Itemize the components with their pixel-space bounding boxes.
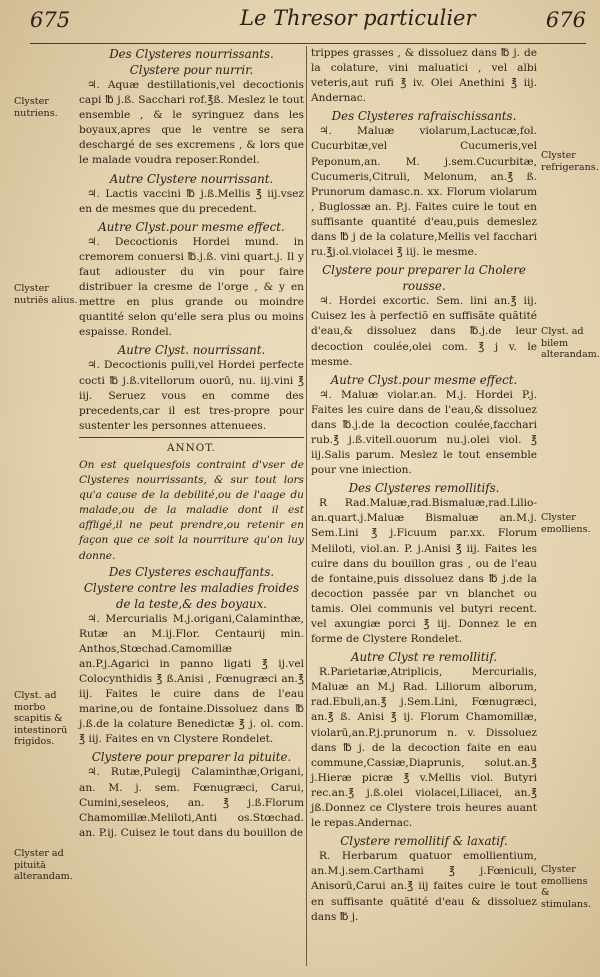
- page-number-right: 676: [545, 8, 586, 32]
- section-heading: Clystere pour preparer la Cholere rousse.: [322, 263, 526, 294]
- margin-note-clyster-ad-pituitam: Clyster ad pituitā alterandam.: [14, 848, 73, 882]
- margin-note-clyster-emolliens: Clyster emolliens.: [541, 512, 591, 535]
- right-column: [311, 46, 537, 927]
- section-heading: Clystere pour nurrir.: [129, 63, 254, 77]
- recipe-paragraph: ♃. Rutæ,Pulegij Calaminthæ,Origani, an. M. j. sem. Fœnugræci, Carui, Cumini,seseleos, an. ℥ j.ß.Florum Chamomillæ.Meliloti,Anti os.Stœchad. an. P.ij. Cuisez le tout dans du bouillon de: [79, 766, 304, 839]
- section-heading: Des Clysteres eschauffants.: [108, 564, 275, 579]
- margin-note-clyster-nutriens: Clyster nutriens.: [14, 96, 58, 119]
- section-heading: Des Clysteres rafraischissants.: [331, 109, 517, 124]
- recipe-paragraph: ♃. Lactis vaccini ℔ j.ß.Mellis ℥ iij.vsez en de mesmes que du precedent.: [79, 187, 304, 215]
- section-heading: Clystere pour preparer la pituite.: [91, 750, 292, 765]
- section-heading: Clystere remollitif & laxatif.: [340, 834, 508, 849]
- annotation-paragraph: On est quelquesfois contraint d'vser de Clysteres nourrissants, & sur tout lors qu'a cause de la debilité,ou de l'aage du malade,ou de la maladie dont il est affligé,il ne peut prendre,ou retenir en façon que ce soit la nourriture qu'on luy donne.: [79, 458, 304, 562]
- column-divider: [306, 46, 307, 966]
- page-number-left: 675: [30, 8, 71, 32]
- section-heading: Des Clysteres nourrissants.: [109, 47, 274, 61]
- section-heading: Clystere contre les maladies froides de la teste,& des boyaux.: [83, 580, 300, 611]
- section-heading: Autre Clyst.pour mesme effect.: [330, 372, 518, 387]
- annotation-rule: [79, 437, 304, 438]
- recipe-paragraph: ♃. Maluæ violar.an. M.j. Hordei P.j. Faites les cuire dans de l'eau,& dissoluez dans ℔.j.de la decoction coulée,facchari rub.℥ j.ß.vitell.ouorum nu.j.olei viol. ℥ iij.Salis parum. Meslez le tout ensemble pour vne iniection.: [311, 388, 537, 477]
- annotation-heading: ANNOT.: [167, 441, 216, 454]
- recipe-paragraph: R Rad.Maluæ,rad.Bismaluæ,rad.Lilio- an.quart.j.Maluæ Bismaluæ an.M.j. Sem.Lini ℥ j.Ficuum par.xx. Florum Meliloti, viol.an. P. j.Anisi ℥ iij. Faites les cuire dans du bouillon gras , ou de l'eau de fontaine,puis dissoluez dans ℔ j.de la decoction passée par vn blanchet ou tamis. Olei communis vel butyri recent. vel axungiæ porci ℥ iij. Donnez le en forme de Clystere Rondelet.: [311, 497, 537, 646]
- section-heading: Autre Clyst. nourrissant.: [117, 343, 266, 358]
- section-heading: Autre Clyst.pour mesme effect.: [98, 219, 285, 234]
- margin-note-clyst-ad-bilem: Clyst. ad bilem alterandam.: [541, 326, 600, 360]
- recipe-paragraph: ♃. Hordei excortic. Sem. lini an.℥ iij. Cuisez les à perfectiõ en suffisãte quãtité d'eau,& dissoluez dans ℔.j.de leur decoction coulée,olei com. ℥ j v. le mesme.: [311, 295, 537, 368]
- margin-note-clyster-refrigerans: Clyster refrigerans.: [541, 150, 599, 173]
- margin-note-clyster-emolliens-stimulans: Clyster emolliens & stimulans.: [541, 864, 592, 910]
- running-header: [30, 2, 586, 44]
- recipe-paragraph: ♃. Decoctionis Hordei mund. in cremorem conuersi ℔.j.ß. vini quart.j. Il y faut adiouster du vin pour faire distribuer la cresme de l'orge , & y en mettre en plus grande ou moindre quantité selon qu'elle sera plus ou moins espaisse. Rondel.: [79, 235, 304, 339]
- recipe-paragraph: R. Herbarum quatuor emollientium, an.M.j.sem.Carthami ℥ j.Fœniculi, Anisorū,Carui an.℥ iij faites cuire le tout en suffisante quãtité d'eau & dissoluez dans ℔ j.: [311, 850, 537, 923]
- running-title: Le Thresor particulier: [240, 6, 476, 30]
- recipe-paragraph: ♃. Aquæ destillationis,vel decoctionis capi ℔ j.ß. Sacchari rof.℥ß. Meslez le tout ensemble , & le syringuez dans les boyaux,apres que le ventre se sera deschargé de ses excremens , & lors que le malade voudra reposer.Rondel.: [79, 79, 304, 167]
- section-heading: Des Clysteres remollitifs.: [348, 481, 500, 496]
- left-column: [79, 46, 304, 843]
- header-rule: [30, 43, 586, 44]
- recipe-paragraph: ♃. Mercurialis M.j.origani,Calaminthæ, Rutæ an M.ij.Flor. Centaurij min. Anthos,Stœchad.Camomillæ an.P.j.Agarici in panno ligati ℥ ij.vel Colocynthidis ℥ ß.Anisi , Fœnugræci an.℥ iij. Faites le cuire dans de l'eau marine,ou de fontaine.Dissoluez dans ℔ j.ß.de la colature Benedictæ ℥ j. ol. com. ℥ iij. Faites en vn Clystere Rondelet.: [79, 612, 304, 746]
- recipe-paragraph: trippes grasses , & dissoluez dans ℔ j. de la colature, vini maluatici , vel albi veteris,aut rufi ℥ iv. Olei Anethini ℥ iij. Andernac.: [311, 47, 537, 105]
- recipe-paragraph: ♃. Decoctionis pulli,vel Hordei perfecte cocti ℔ j.ß.vitellorum ouorū, nu. iij.vini ℥ iij. Seruez vous en comme des precedents,car il est tres-propre pour sustenter les personnes attenuees.: [79, 359, 304, 432]
- section-heading: Autre Clystere nourrissant.: [109, 171, 274, 186]
- section-heading: Autre Clyst re remollitif.: [350, 650, 498, 665]
- recipe-paragraph: ♃. Maluæ violarum,Lactucæ,fol. Cucurbitæ,vel Cucumeris,vel Peponum,an. M. j.sem.Cucurbitæ, Cucumeris,Citruli, Melonum, an.℥ ß. Prunorum damasc.n. xx. Florum violarum , Buglossæ an. P.j. Faites cuire le tout en suffisante quantité d'eau,puis demeslez dans ℔ j de la colature,Mellis vel facchari ru.℥j.ol.violacei ℥ iij. le mesme.: [311, 125, 537, 259]
- recipe-paragraph: R.Parietariæ,Atriplicis, Mercurialis, Maluæ an M.j Rad. Liliorum alborum, rad.Ebuli,an.℥ j.Sem.Lini, Fœnugræci, an.℥ ß. Anisi ℥ ij. Florum Chamomillæ, violarū,an.P.j.prunorum n. v. Dissoluez dans ℔ j. de la decoction faite en eau commune,Cassiæ,Diaprunis, solut.an.℥ j.Hieræ picræ ℥ v.Mellis viol. Butyri rec.an.℥ j.ß.olei violacei,Liliacei, an.℥ jß.Donnez ce Clystere trois heures auant le repas.Andernac.: [311, 666, 537, 830]
- margin-note-clyst-ad-morbos: Clyst. ad morbo scapitis & intestinorū frigidos.: [14, 690, 68, 747]
- margin-note-clyster-nutriens-alius: Clyster nutriēs alius.: [14, 283, 78, 306]
